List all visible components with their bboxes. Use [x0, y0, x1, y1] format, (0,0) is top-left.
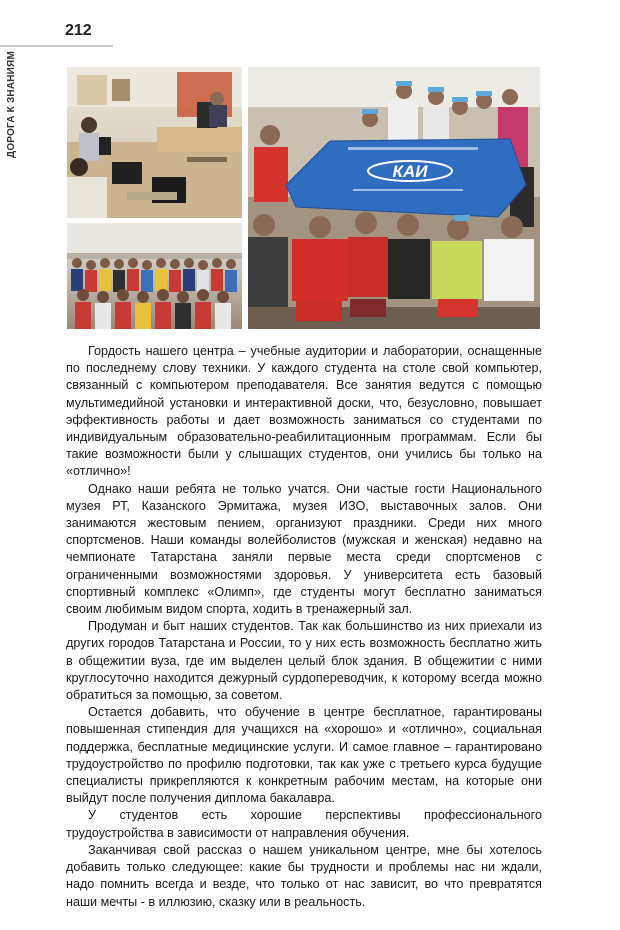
running-title: ДОРОГА К ЗНАНИЯМ [6, 51, 17, 158]
photo-computer-lab [67, 67, 242, 218]
paragraph: Остается добавить, что обучение в центре бесплатное, гарантированы повышенная стипендия для учащихся на «хорошо» и «отлично», социальная поддержка, бесплатные медицинские услуги. И самое главное – гарантировано трудоустройство по профилю подготовки, так как уже с третьего курса будущие специалисты прикрепляются к конкретным рабочим местам, на которые они выйдут после получения диплома бакалавра. [66, 705, 542, 806]
paragraph: Продуман и быт наших студентов. Так как большинство из них приехали из других городов Татарстана и России, то у них есть возможность бесплатно жить в общежитии вуза, где им выделен целый блок здания. В общежитии с ними круглосуточно находится дежурный сурдопереводчик, к которому всегда можно обратиться за помощью, за советом. [66, 619, 542, 703]
photo-sports-team [67, 223, 242, 329]
paragraph: Однако наши ребята не только учатся. Они частые гости Национального музея РТ, Казанского Эрмитажа, музея ИЗО, выставочных залов. Они занимаются жестовым пением, организуют праздники. Среди них много спортсменов. Наши команды волейболистов (мужская и женская) недавно на чемпионате Татарстана заняли первые места среди спортсменов с ограниченными возможностями здоровья. У университета есть базовый спортивный комплекс «Олимп», где студенты могут бесплатно заниматься своим любимым видом спорта, ходить в тренажерный зал. [66, 481, 542, 617]
page-number: 212 [65, 22, 92, 39]
article-body [66, 343, 542, 911]
paragraph: Гордость нашего центра – учебные аудитории и лаборатории, оснащенные по последнему слову техники. У каждого студента на столе свой компьютер, связанный с компьютером преподавателя. Все занятия ведутся с помощью мультимедийной установки и интерактивной доски, что, безусловно, повышает эффективность работы и дает возможность заниматься со студентами по индивидуальным образовательно-реабилитационным программам. Если бы такие возможности были у слышащих студентов, они учились бы только на «отлично»! [66, 344, 542, 479]
header-rule [0, 45, 113, 47]
photo-students-with-flag [248, 67, 540, 329]
paragraph: У студентов есть хорошие перспективы профессионального трудоустройства в зависимости от направления обучения. [66, 808, 542, 840]
flag-banner-text: КАИ [392, 162, 428, 181]
paragraph: Заканчивая свой рассказ о нашем уникальном центре, мне бы хотелось добавить только следующее: какие бы трудности и проблемы нас ни ждали, надо помнить всегда и везде, что только от нас зависит, во что превратятся наши мечты - в иллюзию, сказку или в реальность. [66, 842, 542, 909]
